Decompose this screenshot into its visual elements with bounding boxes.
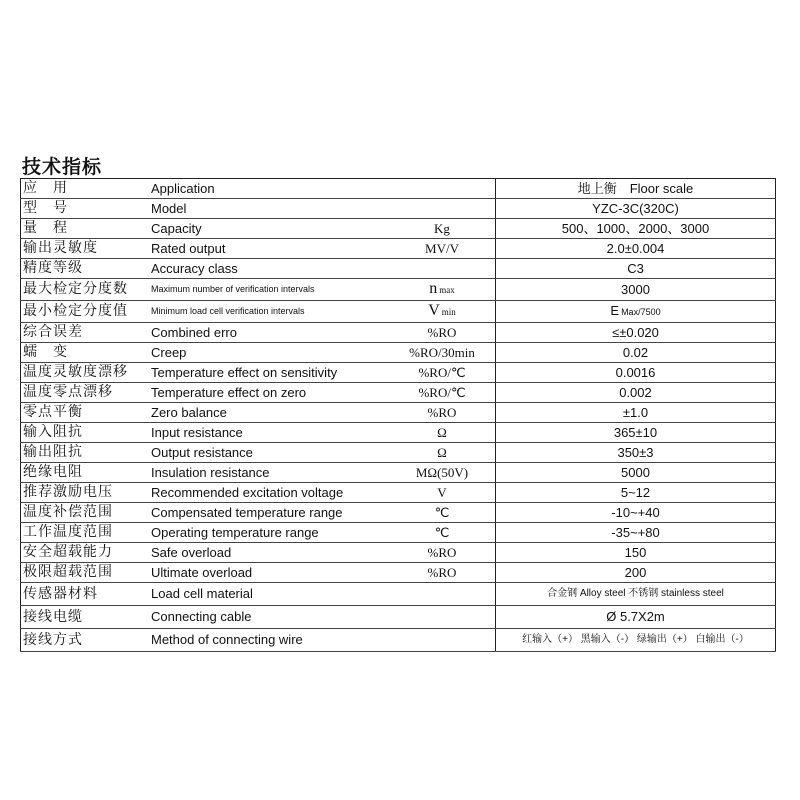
unit-symbol: n (429, 280, 438, 297)
table-row (21, 543, 776, 563)
param-name-zh: 量 程 (21, 219, 150, 239)
param-value: 5~12 (496, 483, 776, 503)
param-value: 150 (496, 543, 776, 563)
param-unit (389, 199, 496, 219)
table-row (21, 606, 776, 629)
param-name-en: Temperature effect on zero (149, 383, 389, 403)
table-row (21, 423, 776, 443)
param-value: 200 (496, 563, 776, 583)
table-row (21, 219, 776, 239)
param-name-en: Load cell material (149, 583, 389, 606)
param-unit (389, 583, 496, 606)
param-unit: %RO/℃ (389, 363, 496, 383)
unit-subscript: min (441, 307, 456, 317)
table-row (21, 279, 776, 301)
param-name-en: Maximum number of verification intervals (149, 279, 389, 301)
param-name-en: Model (149, 199, 389, 219)
table-row (21, 443, 776, 463)
param-name-zh: 温度灵敏度漂移 (21, 363, 150, 383)
table-row (21, 179, 776, 199)
param-value: 5000 (496, 463, 776, 483)
param-value: -10~+40 (496, 503, 776, 523)
param-unit: %RO (389, 403, 496, 423)
param-name-en: Output resistance (149, 443, 389, 463)
param-name-en: Recommended excitation voltage (149, 483, 389, 503)
param-unit: MΩ(50V) (389, 463, 496, 483)
param-name-en: Operating temperature range (149, 523, 389, 543)
param-unit (389, 279, 496, 301)
table-row (21, 503, 776, 523)
param-name-en: Rated output (149, 239, 389, 259)
param-unit: Ω (389, 443, 496, 463)
param-unit: %RO/℃ (389, 383, 496, 403)
param-unit: V (389, 483, 496, 503)
table-row (21, 259, 776, 279)
unit-symbol: V (428, 302, 440, 319)
param-value: -35~+80 (496, 523, 776, 543)
param-unit: Ω (389, 423, 496, 443)
param-name-zh: 接线电缆 (21, 606, 150, 629)
param-name-zh: 温度补偿范围 (21, 503, 150, 523)
value-symbol: E (610, 303, 620, 318)
table-row (21, 583, 776, 606)
param-unit: MV/V (389, 239, 496, 259)
param-name-zh: 最大检定分度数 (21, 279, 150, 301)
param-name-zh: 工作温度范围 (21, 523, 150, 543)
param-name-en: Application (149, 179, 389, 199)
param-name-en: Combined erro (149, 323, 389, 343)
param-name-zh: 温度零点漂移 (21, 383, 150, 403)
param-name-zh: 传感器材料 (21, 583, 150, 606)
param-name-zh: 应 用 (21, 179, 150, 199)
param-unit (389, 629, 496, 652)
param-value: 0.0016 (496, 363, 776, 383)
param-name-en: Temperature effect on sensitivity (149, 363, 389, 383)
param-unit: %RO (389, 543, 496, 563)
param-name-en: Accuracy class (149, 259, 389, 279)
table-row (21, 463, 776, 483)
param-name-zh: 推荐激励电压 (21, 483, 150, 503)
value-subscript: Max/7500 (621, 307, 661, 317)
param-unit (389, 259, 496, 279)
param-name-en: Safe overload (149, 543, 389, 563)
param-name-zh: 极限超载范围 (21, 563, 150, 583)
param-name-zh: 零点平衡 (21, 403, 150, 423)
param-unit: Kg (389, 219, 496, 239)
table-row (21, 301, 776, 323)
param-name-zh: 综合误差 (21, 323, 150, 343)
spec-table (20, 178, 776, 652)
table-row (21, 343, 776, 363)
param-name-zh: 绝缘电阻 (21, 463, 150, 483)
param-unit: ℃ (389, 503, 496, 523)
param-name-zh: 输出阻抗 (21, 443, 150, 463)
param-name-zh: 蠕 变 (21, 343, 150, 363)
param-name-en: Capacity (149, 219, 389, 239)
param-unit: ℃ (389, 523, 496, 543)
param-name-en: Zero balance (149, 403, 389, 423)
param-unit (389, 301, 496, 323)
param-unit: %RO/30min (389, 343, 496, 363)
param-value: 红输入（+） 黑输入（-） 绿输出（+） 白输出（-） (496, 629, 776, 652)
param-value: 500、1000、2000、3000 (496, 219, 776, 239)
param-value (496, 301, 776, 323)
param-value: 合金钢 Alloy steel 不锈钢 stainless steel (496, 583, 776, 606)
param-name-zh: 精度等级 (21, 259, 150, 279)
param-unit (389, 179, 496, 199)
param-name-zh: 型 号 (21, 199, 150, 219)
param-value: 2.0±0.004 (496, 239, 776, 259)
table-row (21, 523, 776, 543)
param-name-en: Method of connecting wire (149, 629, 389, 652)
param-name-en: Minimum load cell verification intervals (149, 301, 389, 323)
table-row (21, 403, 776, 423)
param-value: Ø 5.7X2m (496, 606, 776, 629)
param-name-en: Compensated temperature range (149, 503, 389, 523)
param-name-zh: 输入阻抗 (21, 423, 150, 443)
table-row (21, 363, 776, 383)
param-name-en: Input resistance (149, 423, 389, 443)
param-value: 0.02 (496, 343, 776, 363)
param-unit: %RO (389, 323, 496, 343)
table-row (21, 629, 776, 652)
param-name-en: Ultimate overload (149, 563, 389, 583)
table-row (21, 383, 776, 403)
table-row (21, 199, 776, 219)
page-title: 技术指标 (22, 156, 103, 178)
unit-subscript: max (439, 285, 455, 295)
param-name-en: Creep (149, 343, 389, 363)
param-value: YZC-3C(320C) (496, 199, 776, 219)
param-name-zh: 最小检定分度值 (21, 301, 150, 323)
param-name-zh: 输出灵敏度 (21, 239, 150, 259)
table-row (21, 323, 776, 343)
table-row (21, 483, 776, 503)
param-value: 0.002 (496, 383, 776, 403)
param-name-en: Connecting cable (149, 606, 389, 629)
param-value: C3 (496, 259, 776, 279)
param-name-en: Insulation resistance (149, 463, 389, 483)
param-value: 3000 (496, 279, 776, 301)
param-value: 350±3 (496, 443, 776, 463)
table-row (21, 563, 776, 583)
param-value: 地上衡 Floor scale (496, 179, 776, 199)
param-unit (389, 606, 496, 629)
param-unit: %RO (389, 563, 496, 583)
param-name-zh: 接线方式 (21, 629, 150, 652)
table-row (21, 239, 776, 259)
param-value: ≤±0.020 (496, 323, 776, 343)
param-value: ±1.0 (496, 403, 776, 423)
param-name-zh: 安全超载能力 (21, 543, 150, 563)
param-value: 365±10 (496, 423, 776, 443)
